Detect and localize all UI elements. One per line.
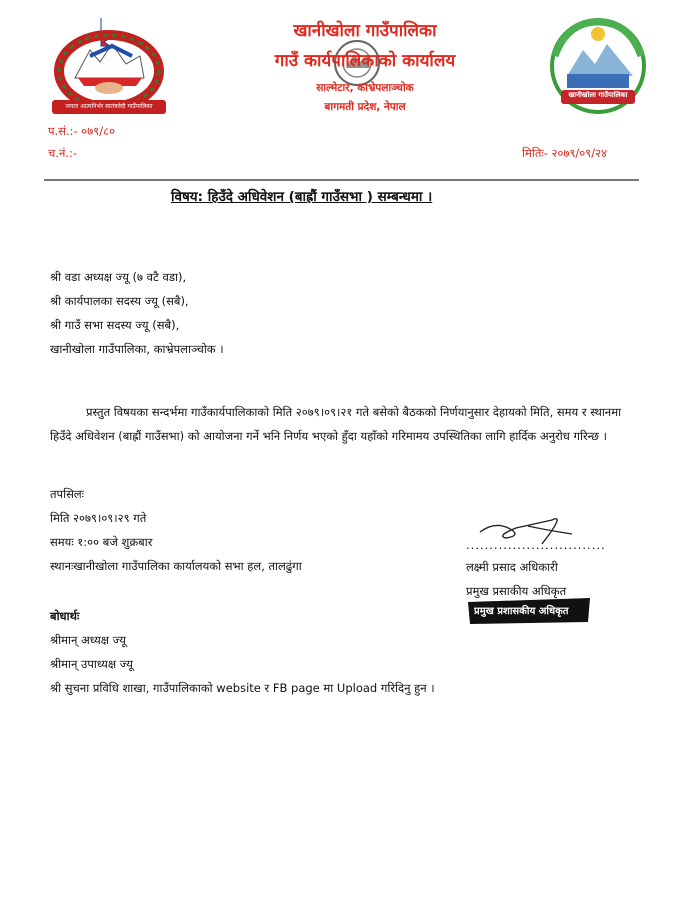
recipient-line: श्री गाउँ सभा सदस्य ज्यू (सबै),	[50, 318, 180, 332]
official-stamp	[466, 596, 592, 626]
signature-line: ..............................	[466, 538, 606, 552]
cc-item: श्रीमान् अध्यक्ष ज्यू	[50, 633, 126, 647]
details-date: मिति २०७९।०९।२९ गते	[50, 511, 147, 525]
cc-heading: बोधार्थः	[50, 609, 80, 623]
details-time: समयः १:०० बजे शुक्रबार	[50, 535, 153, 549]
signatory-designation: प्रमुख प्रसाकीय अधिकृत	[466, 584, 567, 598]
office-province: बागमती प्रदेश, नेपाल	[324, 101, 406, 113]
recipient-line: श्री वडा अध्यक्ष ज्यू (७ वटै वडा),	[50, 270, 187, 284]
logo-ribbon-text: खानीखोला गाउँपालिका	[568, 91, 628, 99]
details-place: स्थानःखानीखोला गाउँपालिका कार्यालयको सभा हल, तालढुंगा	[50, 559, 302, 573]
stamp-text: प्रमुख प्रशासकीय अधिकृत	[474, 606, 569, 617]
emblem-ribbon-text: जनता आत्मनिर्भर स्वतंत्रवेदी गाउँपालिका	[65, 103, 153, 110]
header-divider	[44, 179, 639, 181]
details-block	[50, 482, 302, 578]
recipient-list	[50, 265, 224, 361]
cc-block	[50, 604, 435, 700]
letter-date: मितिः- २०७९/०९/२४	[522, 146, 608, 160]
details-heading: तपसिलः	[50, 487, 84, 501]
patra-sankhya: प.सं.:- ०७९/८०	[48, 124, 116, 138]
office-name: खानीखोला गाउँपालिका	[293, 21, 437, 41]
cc-item: श्रीमान् उपाध्यक्ष ज्यू	[50, 657, 133, 671]
body-paragraph: प्रस्तुत विषयका सन्दर्भमा गाउँकार्यपालिकाको मिति २०७९।०९।२१ गते बसेको बैठकको निर्णयानुसार देहायको मिति, समय र स्थानमा हिउँदे अधिवेशन (बाह्रौं गाउँसभा) को आयोजना गर्ने भनि निर्णय भएको हुँदा यहाँको गरिमामय उपस्थितिका लागि हार्दिक अनुरोध गरिन्छ ।	[50, 405, 622, 443]
khanikhola-logo-icon	[547, 16, 649, 118]
office-address: साल्मेटार, काभ्रेपलाञ्चोक	[316, 82, 414, 94]
nepal-emblem-icon	[40, 16, 178, 116]
chalani-number: च.नं.:-	[48, 146, 78, 160]
signatory-name: लक्ष्मी प्रसाद अधिकारी	[466, 560, 558, 574]
recipient-line: खानीखोला गाउँपालिका, काभ्रेपलाञ्चोक ।	[50, 342, 224, 356]
cc-item: श्री सुचना प्रविधि शाखा, गाउँपालिकाको website र FB page मा Upload गरिदिनु हुन ।	[50, 681, 435, 695]
letter-subject: विषय: हिउँदे अधिवेशन (बाह्रौं गाउँसभा ) सम्बन्धमा ।	[171, 189, 433, 205]
office-subtitle: गाउँ कार्यपालिकाको कार्यालय	[274, 51, 456, 71]
recipient-line: श्री कार्यपालका सदस्य ज्यू (सबै),	[50, 294, 189, 308]
